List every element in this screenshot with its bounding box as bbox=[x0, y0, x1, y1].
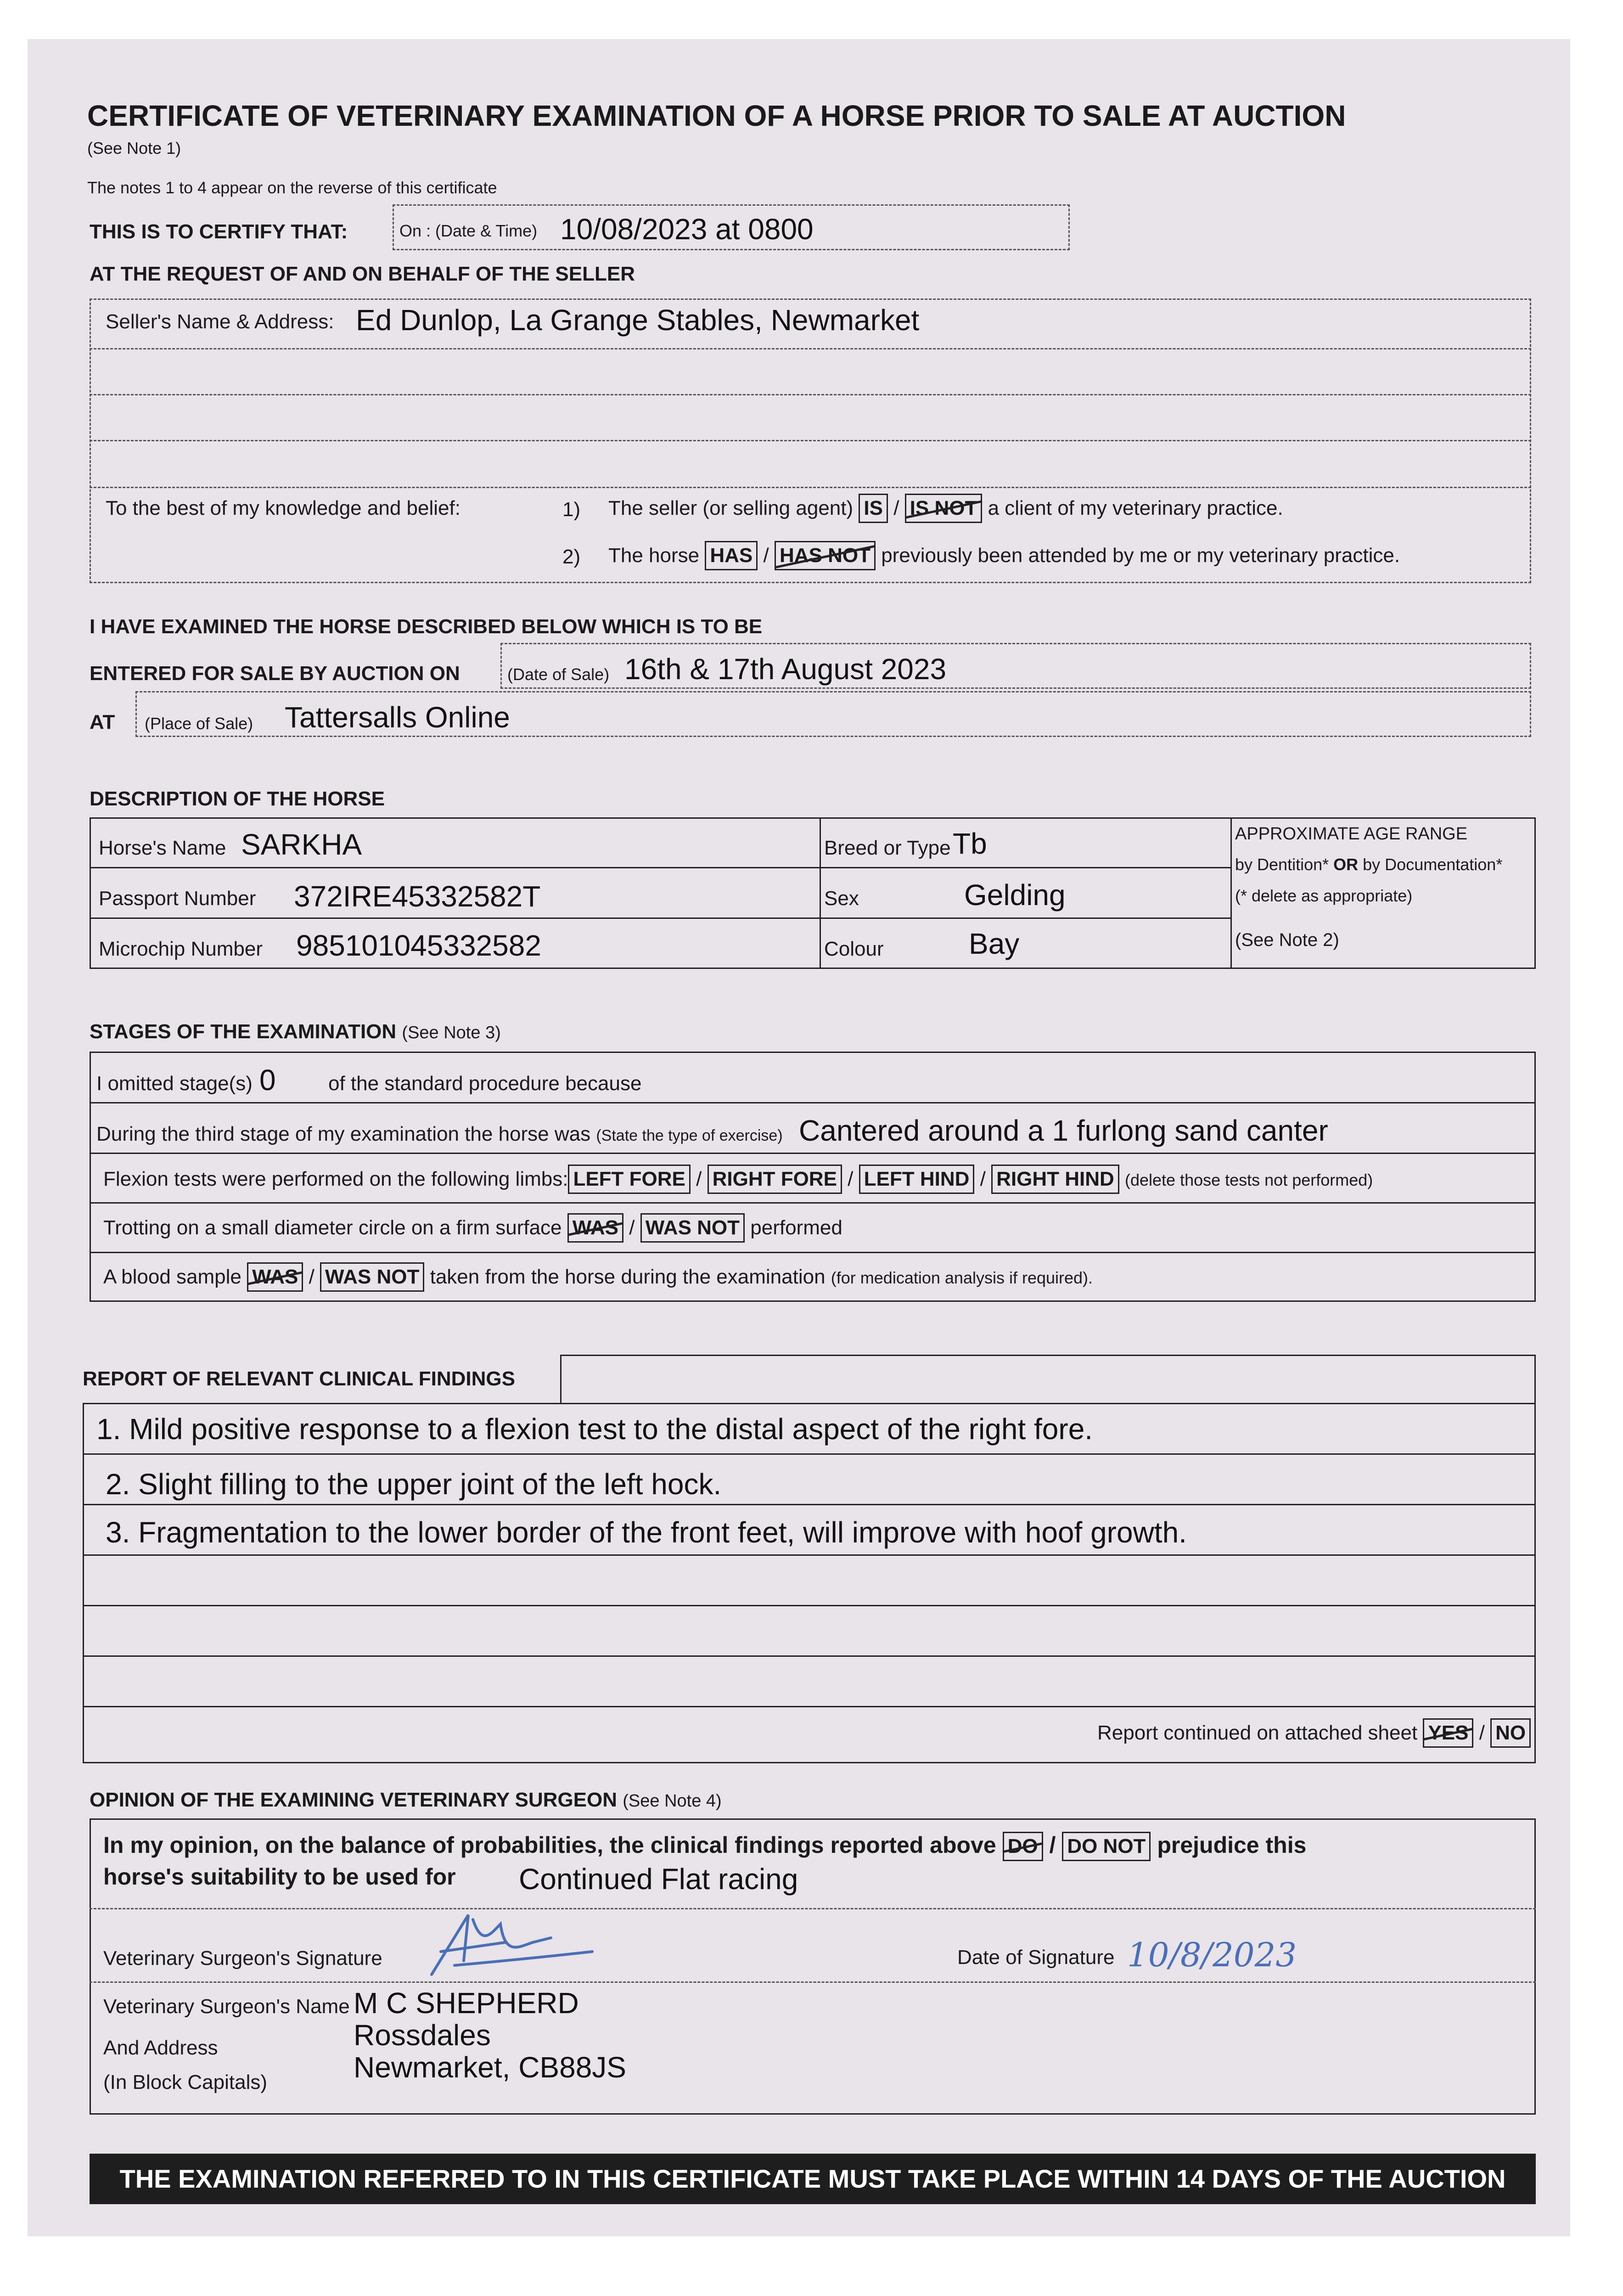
opinion-do-not-option[interactable]: DO NOT bbox=[1062, 1832, 1151, 1861]
stages-row-line bbox=[90, 1252, 1536, 1253]
opinion-do-option[interactable]: DO bbox=[1003, 1832, 1043, 1861]
stages-note: (See Note 3) bbox=[402, 1023, 501, 1042]
stages-row-line bbox=[90, 1102, 1536, 1103]
age-by-documentation: by Documentation* bbox=[1363, 855, 1503, 874]
item1-pre: The seller (or selling agent) bbox=[608, 497, 854, 519]
horse-name-value: SARKHA bbox=[241, 828, 362, 861]
opinion-use-value: Continued Flat racing bbox=[519, 1863, 798, 1896]
findings-line bbox=[83, 1605, 1536, 1606]
slash: / bbox=[848, 1168, 854, 1190]
sex-label: Sex bbox=[824, 887, 859, 910]
certificate-title: CERTIFICATE OF VETERINARY EXAMINATION OF A HORSE PRIOR TO SALE AT AUCTION bbox=[87, 99, 1346, 132]
has-option[interactable]: HAS bbox=[705, 541, 758, 570]
findings-header-box bbox=[560, 1355, 1536, 1404]
breed-label: Breed or Type bbox=[824, 837, 951, 859]
sale-date-label: (Date of Sale) bbox=[507, 665, 610, 684]
opinion-line1-post: prejudice this bbox=[1157, 1832, 1307, 1858]
flexion-left-fore[interactable]: LEFT FORE bbox=[568, 1165, 690, 1194]
findings-line bbox=[83, 1453, 1536, 1455]
findings-section-label: REPORT OF RELEVANT CLINICAL FINDINGS bbox=[83, 1367, 515, 1390]
see-note-1: (See Note 1) bbox=[87, 139, 181, 158]
blood-was-not-option[interactable]: WAS NOT bbox=[320, 1262, 424, 1292]
item2-row bbox=[608, 535, 1400, 576]
signature-mark bbox=[413, 1906, 606, 1988]
opinion-line bbox=[90, 1908, 1536, 1909]
footer-banner: THE EXAMINATION REFERRED TO IN THIS CERTIFICATE MUST TAKE PLACE WITHIN 14 DAYS OF THE AUCTION bbox=[90, 2154, 1536, 2204]
finding-1: 1. Mild positive response to a flexion test to the distal aspect of the right fore. bbox=[96, 1412, 1093, 1446]
third-stage-label: During the third stage of my examination the horse was bbox=[96, 1123, 591, 1145]
slash: / bbox=[696, 1168, 702, 1190]
blood-post: taken from the horse during the examination bbox=[430, 1266, 826, 1288]
item2-num: 2) bbox=[562, 546, 581, 568]
slash: / bbox=[763, 544, 769, 567]
at-label: AT bbox=[90, 711, 115, 733]
horse-row-line bbox=[90, 867, 1230, 868]
findings-line bbox=[83, 1504, 1536, 1505]
has-not-option[interactable]: HAS NOT bbox=[775, 541, 876, 570]
microchip-label: Microchip Number bbox=[99, 938, 263, 960]
age-delete-note: (* delete as appropriate) bbox=[1235, 886, 1413, 905]
item1-row bbox=[608, 488, 1283, 529]
item1-post: a client of my veterinary practice. bbox=[988, 497, 1283, 519]
seller-line bbox=[90, 440, 1531, 441]
seller-label: Seller's Name & Address: bbox=[106, 310, 334, 333]
horse-name-label: Horse's Name bbox=[99, 837, 226, 859]
slash: / bbox=[893, 497, 899, 519]
date-signature-label: Date of Signature bbox=[957, 1946, 1115, 1969]
passport-label: Passport Number bbox=[99, 887, 256, 910]
opinion-note: (See Note 4) bbox=[623, 1791, 722, 1811]
flexion-note: (delete those tests not performed) bbox=[1124, 1171, 1373, 1189]
signature-stroke bbox=[432, 1915, 592, 1975]
age-by-row bbox=[1235, 855, 1502, 874]
opinion-heading bbox=[90, 1789, 722, 1812]
notes-line: The notes 1 to 4 appear on the reverse of this certificate bbox=[87, 178, 497, 197]
opinion-line2: horse's suitability to be used for bbox=[103, 1864, 456, 1890]
continued-yes-option[interactable]: YES bbox=[1423, 1718, 1473, 1748]
examined-label: I HAVE EXAMINED THE HORSE DESCRIBED BELOW WHICH IS TO BE bbox=[90, 615, 763, 638]
continued-row bbox=[1097, 1716, 1531, 1750]
signature-label: Veterinary Surgeon's Signature bbox=[103, 1947, 382, 1970]
findings-line bbox=[83, 1706, 1536, 1707]
omitted-post: of the standard procedure because bbox=[328, 1072, 642, 1095]
belief-label: To the best of my knowledge and belief: bbox=[106, 497, 461, 519]
blood-was-option[interactable]: WAS bbox=[247, 1262, 303, 1292]
continued-no-option[interactable]: NO bbox=[1490, 1718, 1531, 1748]
slash: / bbox=[980, 1168, 986, 1190]
horse-col-line bbox=[820, 817, 821, 969]
vet-name-line-3: Newmarket, CB88JS bbox=[354, 2051, 626, 2084]
horse-section-label: DESCRIPTION OF THE HORSE bbox=[90, 788, 385, 810]
colour-value: Bay bbox=[969, 927, 1020, 960]
findings-line bbox=[83, 1554, 1536, 1556]
stages-section-label: STAGES OF THE EXAMINATION bbox=[90, 1020, 397, 1043]
flexion-right-fore[interactable]: RIGHT FORE bbox=[708, 1165, 842, 1194]
third-stage-note: (State the type of exercise) bbox=[596, 1127, 783, 1144]
flexion-label: Flexion tests were performed on the following limbs: bbox=[103, 1168, 568, 1190]
slash: / bbox=[1049, 1832, 1056, 1858]
seller-line bbox=[90, 348, 1531, 349]
vet-address-label: And Address bbox=[103, 2037, 218, 2059]
slash: / bbox=[309, 1266, 314, 1288]
findings-box bbox=[83, 1403, 1536, 1763]
opinion-line1 bbox=[103, 1829, 1306, 1862]
opinion-line1-pre: In my opinion, on the balance of probabilities, the clinical findings reported above bbox=[103, 1832, 996, 1858]
is-not-option[interactable]: IS NOT bbox=[905, 494, 983, 523]
trot-label: Trotting on a small diameter circle on a firm surface bbox=[103, 1216, 562, 1239]
sale-place-label: (Place of Sale) bbox=[145, 714, 253, 733]
flexion-right-hind[interactable]: RIGHT HIND bbox=[991, 1165, 1119, 1194]
breed-value: Tb bbox=[953, 827, 987, 860]
trot-was-not-option[interactable]: WAS NOT bbox=[640, 1213, 745, 1243]
seller-value: Ed Dunlop, La Grange Stables, Newmarket bbox=[356, 304, 920, 337]
stages-row-line bbox=[90, 1202, 1536, 1204]
item2-pre: The horse bbox=[608, 544, 700, 567]
flexion-left-hind[interactable]: LEFT HIND bbox=[859, 1165, 975, 1194]
colour-label: Colour bbox=[824, 938, 884, 960]
trot-row bbox=[103, 1211, 842, 1244]
vet-name-label: Veterinary Surgeon's Name bbox=[103, 1995, 350, 2018]
request-label: AT THE REQUEST OF AND ON BEHALF OF THE SELLER bbox=[90, 263, 635, 285]
trot-post: performed bbox=[750, 1216, 842, 1239]
stages-heading bbox=[90, 1020, 501, 1043]
findings-line bbox=[83, 1655, 1536, 1657]
slash: / bbox=[629, 1216, 635, 1239]
stages-row-line bbox=[90, 1153, 1536, 1154]
on-date-label: On : (Date & Time) bbox=[399, 221, 538, 240]
blood-row bbox=[103, 1261, 1093, 1294]
item1-num: 1) bbox=[562, 498, 581, 521]
opinion-section-label: OPINION OF THE EXAMINING VETERINARY SURGEON bbox=[90, 1789, 618, 1811]
sex-value: Gelding bbox=[964, 878, 1066, 912]
blood-note: (for medication analysis if required). bbox=[831, 1268, 1093, 1287]
seller-line bbox=[90, 394, 1531, 395]
age-or: OR bbox=[1333, 855, 1359, 874]
certify-label: THIS IS TO CERTIFY THAT: bbox=[90, 220, 348, 243]
item2-post: previously been attended by me or my veterinary practice. bbox=[881, 544, 1400, 567]
blood-label: A blood sample bbox=[103, 1266, 241, 1288]
date-signature-value: 10/8/2023 bbox=[1127, 1936, 1297, 1974]
sale-place-value: Tattersalls Online bbox=[285, 701, 510, 734]
trot-was-option[interactable]: WAS bbox=[567, 1213, 623, 1243]
horse-col-line bbox=[1230, 817, 1232, 969]
on-date-value: 10/08/2023 at 0800 bbox=[560, 213, 814, 246]
omitted-label: I omitted stage(s) bbox=[96, 1072, 253, 1095]
slash: / bbox=[1479, 1722, 1485, 1744]
omitted-value: 0 bbox=[259, 1064, 276, 1097]
horse-row-line bbox=[90, 917, 1230, 919]
continued-label: Report continued on attached sheet bbox=[1097, 1722, 1418, 1744]
age-see-note: (See Note 2) bbox=[1235, 930, 1339, 950]
passport-value: 372IRE45332582T bbox=[294, 880, 541, 913]
sale-date-value: 16th & 17th August 2023 bbox=[624, 653, 947, 686]
flexion-row bbox=[103, 1163, 1373, 1197]
opinion-line bbox=[90, 1981, 1536, 1983]
third-stage-value: Cantered around a 1 furlong sand canter bbox=[799, 1114, 1328, 1147]
entered-label: ENTERED FOR SALE BY AUCTION ON bbox=[90, 662, 460, 685]
vet-name-line-1: M C SHEPHERD bbox=[354, 1986, 579, 2020]
vet-name-line-2: Rossdales bbox=[354, 2019, 491, 2052]
age-by-dentition: by Dentition* bbox=[1235, 855, 1329, 874]
microchip-value: 985101045332582 bbox=[296, 929, 541, 962]
finding-3: 3. Fragmentation to the lower border of the front feet, will improve with hoof growth. bbox=[106, 1516, 1187, 1549]
vet-caps-label: (In Block Capitals) bbox=[103, 2071, 268, 2093]
third-stage-row bbox=[96, 1123, 783, 1146]
finding-2: 2. Slight filling to the upper joint of the left hock. bbox=[106, 1468, 722, 1501]
age-title: APPROXIMATE AGE RANGE bbox=[1235, 824, 1468, 844]
is-option[interactable]: IS bbox=[859, 494, 888, 523]
